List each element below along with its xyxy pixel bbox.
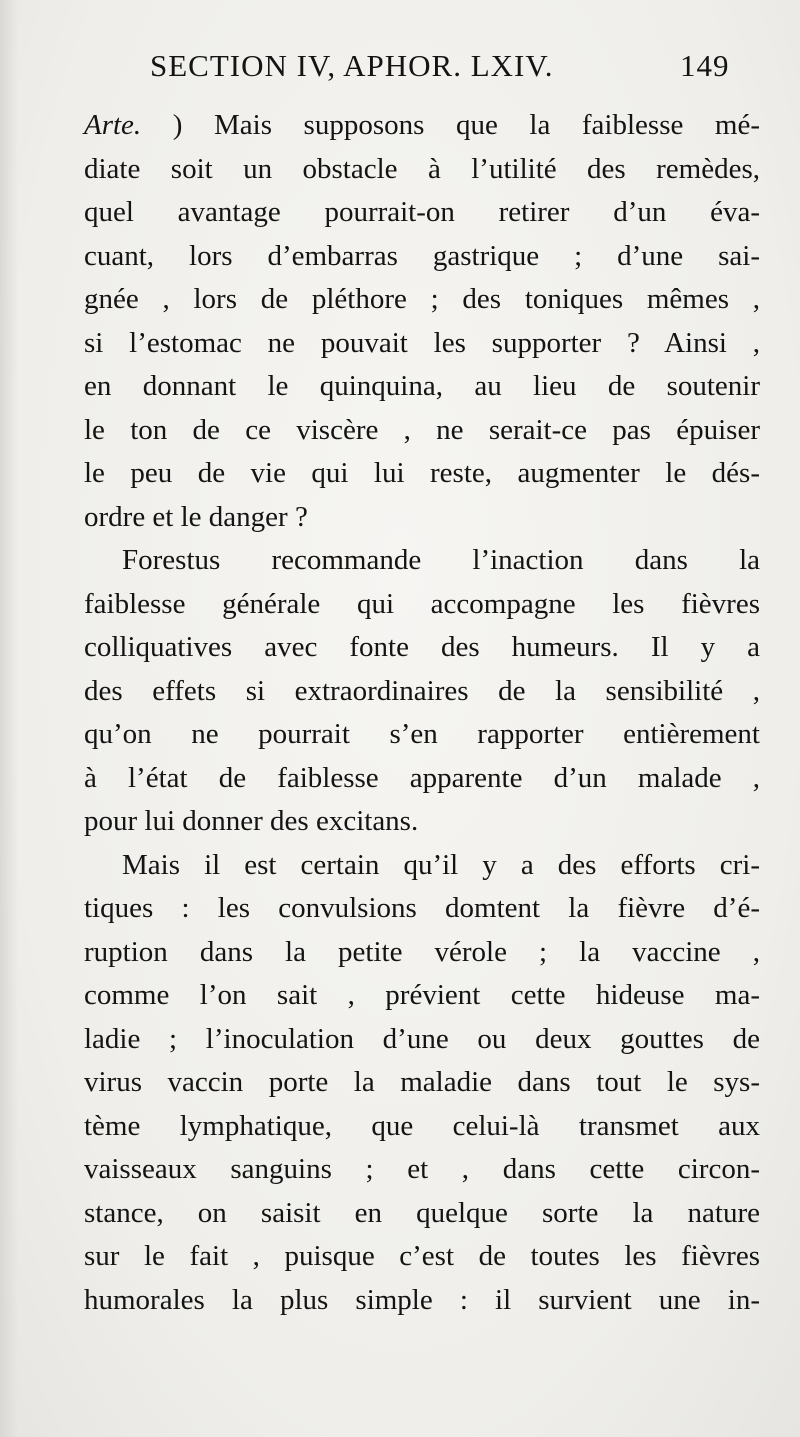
text-line: ladie ; l’inoculation d’une ou deux gouttes de xyxy=(84,1022,760,1055)
text-line: en donnant le quinquina, au lieu de soutenir xyxy=(84,370,760,402)
paragraph-1 xyxy=(84,148,760,540)
text-line: comme l’on sait , prévient cette hideuse ma- xyxy=(84,979,760,1011)
text-line: qu’on ne pourrait s’en rapporter entièrement xyxy=(84,718,760,750)
text-line: Forestus recommande l’inaction dans la xyxy=(122,544,760,576)
text-line: Mais il est certain qu’il y a des efforts cri- xyxy=(122,848,760,881)
text-line: cuant, lors d’embarras gastrique ; d’une sai- xyxy=(84,239,760,272)
text-line: si l’estomac ne pouvait les supporter ? Ainsi , xyxy=(84,326,760,359)
running-header xyxy=(150,48,770,98)
page-gutter-shadow xyxy=(0,0,18,1437)
text-line: faiblesse générale qui accompagne les fièvres xyxy=(84,587,760,620)
text-line: à l’état de faiblesse apparente d’un malade , xyxy=(84,761,760,794)
text-line: tème lymphatique, que celui-là transmet aux xyxy=(84,1109,760,1142)
text-line: sur le fait , puisque c’est de toutes les fièvres xyxy=(84,1240,760,1272)
text-line: virus vaccin porte la maladie dans tout le sys- xyxy=(84,1066,760,1098)
text-line: vaisseaux sanguins ; et , dans cette circon- xyxy=(84,1153,760,1185)
text-line: le peu de vie qui lui reste, augmenter le dés- xyxy=(84,457,760,489)
text-line: ruption dans la petite vérole ; la vaccine , xyxy=(84,935,760,968)
text-line: colliquatives avec fonte des humeurs. Il y a xyxy=(84,631,760,663)
text-line: pour lui donner des excitans. xyxy=(84,805,419,837)
text-line xyxy=(84,104,760,148)
text-line: gnée , lors de pléthore ; des toniques mêmes , xyxy=(84,283,760,315)
page-body xyxy=(84,104,760,1322)
text-line: des effets si extraordinaires de la sensibilité , xyxy=(84,674,760,707)
running-head-title: SECTION IV, APHOR. LXIV. xyxy=(150,48,554,83)
text-line: diate soit un obstacle à l’utilité des remèdes, xyxy=(84,152,760,185)
text-line: tiques : les convulsions domtent la fièvre d’é- xyxy=(84,892,760,924)
first-line-rest: ) Mais supposons que la faiblesse mé- xyxy=(172,109,761,141)
text-line: stance, on saisit en quelque sorte la nature xyxy=(84,1196,760,1229)
paragraph-3 xyxy=(84,844,760,1323)
text-line: quel avantage pourrait-on retirer d’un éva- xyxy=(84,196,760,228)
text-line: le ton de ce viscère , ne serait-ce pas épuiser xyxy=(84,413,760,446)
page-number: 149 xyxy=(680,48,730,83)
paragraph-2 xyxy=(84,539,760,844)
text-line: humorales la plus simple : il survient une in- xyxy=(84,1283,760,1316)
text-line: ordre et le danger ? xyxy=(84,500,308,533)
italic-lead-word: Arte. xyxy=(84,109,142,141)
